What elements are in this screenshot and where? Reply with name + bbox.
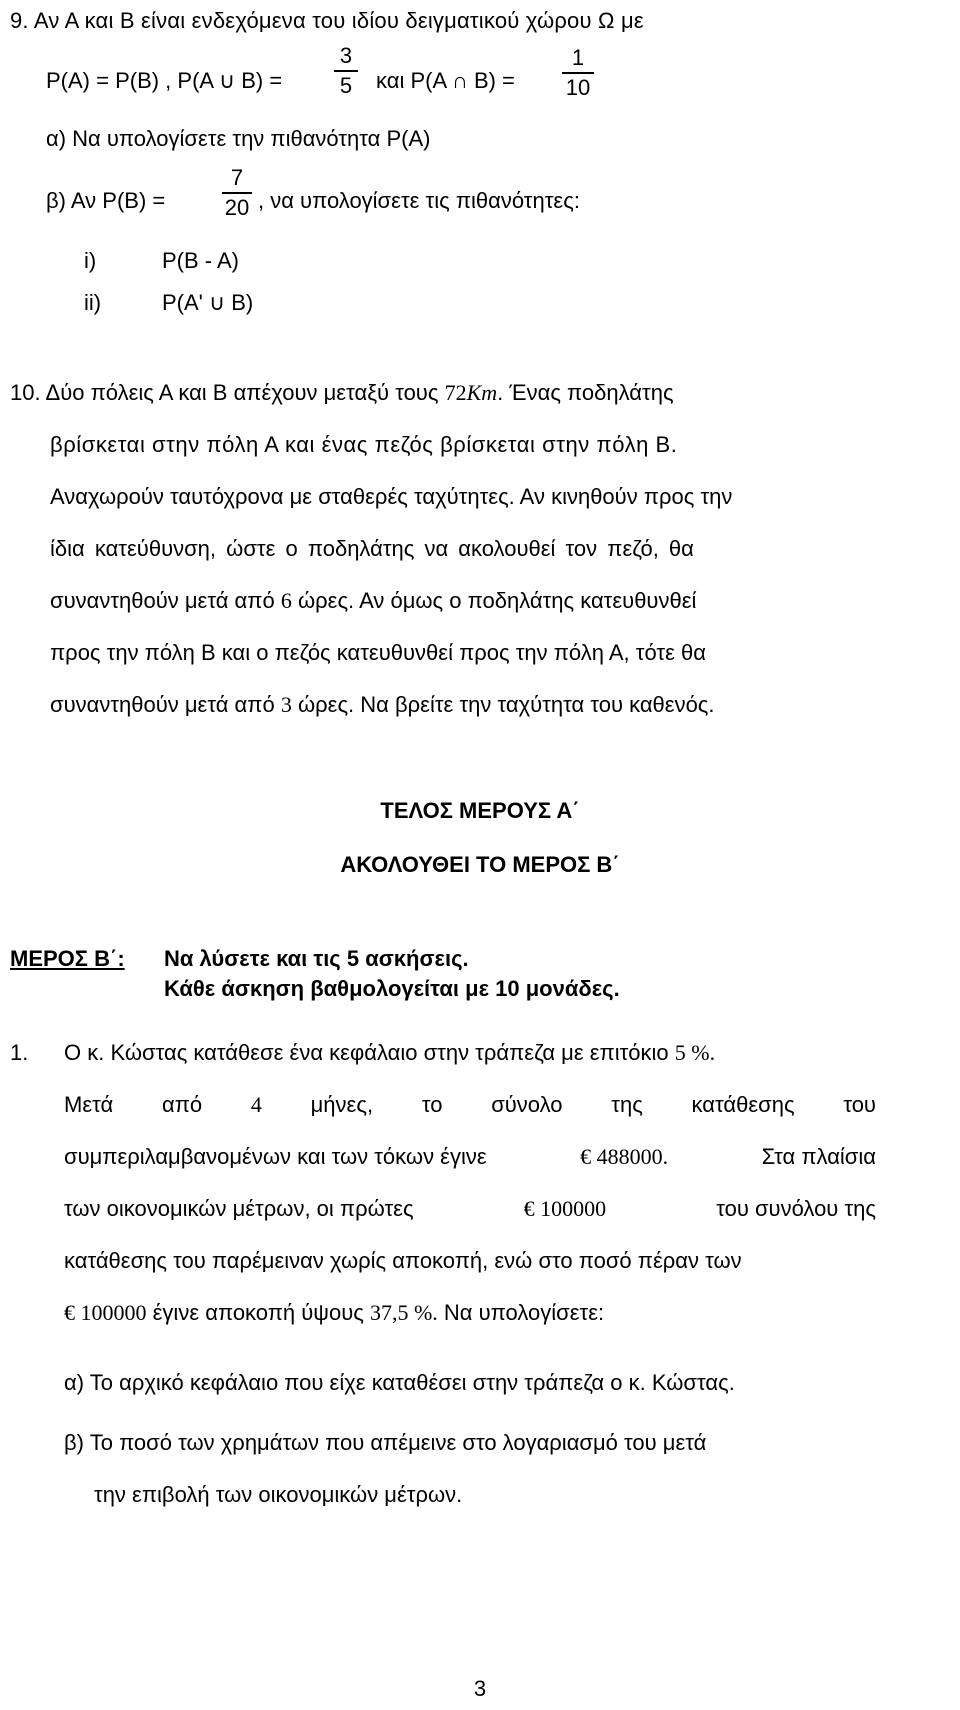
fraction-1-10: 1 10 xyxy=(562,46,594,100)
exercise-1-line-3: συμπεριλαμβανομένων και των τόκων έγινε € 488000. Στα πλαίσια xyxy=(64,1144,876,1169)
exercise-number: 9. xyxy=(10,8,29,33)
condition-mid: και P(A ∩ B) = xyxy=(376,68,515,93)
fraction-3-5: 3 5 xyxy=(334,44,358,98)
exercise-9-intro xyxy=(10,8,644,34)
exercise-1-line-5: κατάθεσης του παρέμειναν χωρίς αποκοπή, ενώ στο ποσό πέραν των xyxy=(64,1248,742,1273)
exercise-1-line-6: € 100000 έγινε αποκοπή ύψους 37,5 %. Να υπολογίσετε: xyxy=(64,1300,605,1325)
item-ii-text: P(A' ∪ B) xyxy=(162,290,254,315)
part-b-label: ΜΕΡΟΣ Β΄: xyxy=(10,946,125,971)
condition-left: P(A) = P(B) , P(A ∪ B) = xyxy=(46,68,283,93)
exercise-text: Αν Α και Β είναι ενδεχόμενα του ιδίου δειγματικού χώρου Ω με xyxy=(33,8,644,33)
follow-part-b-heading: ΑΚΟΛΟΥΘΕΙ ΤΟ ΜΕΡΟΣ Β΄ xyxy=(340,852,620,877)
exercise-10-line-1: 10. Δύο πόλεις Α και Β απέχουν μεταξύ τους 72Km. Ένας ποδηλάτης xyxy=(10,380,674,405)
exercise-1-line-2: Μετά από 4 μήνες, το σύνολο της κατάθεσης του xyxy=(64,1092,876,1117)
exercise-10-line-4: ίδια κατεύθυνση, ώστε ο ποδηλάτης να ακολουθεί τον πεζό, θα xyxy=(50,536,694,561)
exercise-1-part-a: α) Το αρχικό κεφάλαιο που είχε καταθέσει στην τράπεζα ο κ. Κώστας. xyxy=(64,1370,735,1395)
exercise-1-part-b-line-1: β) Το ποσό των χρημάτων που απέμεινε στο λογαριασμό του μετά xyxy=(64,1430,707,1455)
item-i-label: i) xyxy=(84,248,97,273)
exercise-1-number: 1. xyxy=(10,1040,29,1065)
exercise-1-part-b-line-2: την επιβολή των οικονομικών μέτρων. xyxy=(94,1482,463,1507)
exercise-1-line-4: των οικονομικών μέτρων, οι πρώτες € 100000 του συνόλου της xyxy=(64,1196,876,1221)
exercise-10-line-7: συναντηθούν μετά από 3 ώρες. Να βρείτε την ταχύτητα του καθενός. xyxy=(50,692,715,717)
item-ii-label: ii) xyxy=(84,290,102,315)
exercise-number: 10. xyxy=(10,380,41,405)
part-a-question: α) Να υπολογίσετε την πιθανότητα P(A) xyxy=(46,126,431,151)
item-i-text: P(B - A) xyxy=(162,248,240,273)
end-part-a-heading: ΤΕΛΟΣ ΜΕΡΟΥΣ Α΄ xyxy=(380,798,580,823)
fraction-7-20: 7 20 xyxy=(222,166,252,220)
exercise-10-line-5: συναντηθούν μετά από 6 ώρες. Αν όμως ο ποδηλάτης κατευθυνθεί xyxy=(50,588,697,613)
part-b-instruction-2: Κάθε άσκηση βαθμολογείται με 10 μονάδες. xyxy=(164,976,620,1001)
exercise-1-line-1: Ο κ. Κώστας κατάθεσε ένα κεφάλαιο στην τράπεζα με επιτόκιο 5 %. xyxy=(64,1040,716,1065)
part-b-left: β) Αν P(B) = xyxy=(46,188,166,213)
part-b-instruction-1: Να λύσετε και τις 5 ασκήσεις. xyxy=(164,946,469,971)
exercise-10-line-2: βρίσκεται στην πόλη Α και ένας πεζός βρίσκεται στην πόλη Β. xyxy=(50,432,678,457)
exercise-10-line-6: προς την πόλη Β και ο πεζός κατευθυνθεί προς την πόλη Α, τότε θα xyxy=(50,640,706,665)
part-b-right: , να υπολογίσετε τις πιθανότητες: xyxy=(258,188,580,213)
page-number: 3 xyxy=(473,1676,487,1701)
exercise-10-line-3: Αναχωρούν ταυτόχρονα με σταθερές ταχύτητες. Αν κινηθούν προς την xyxy=(50,484,733,509)
